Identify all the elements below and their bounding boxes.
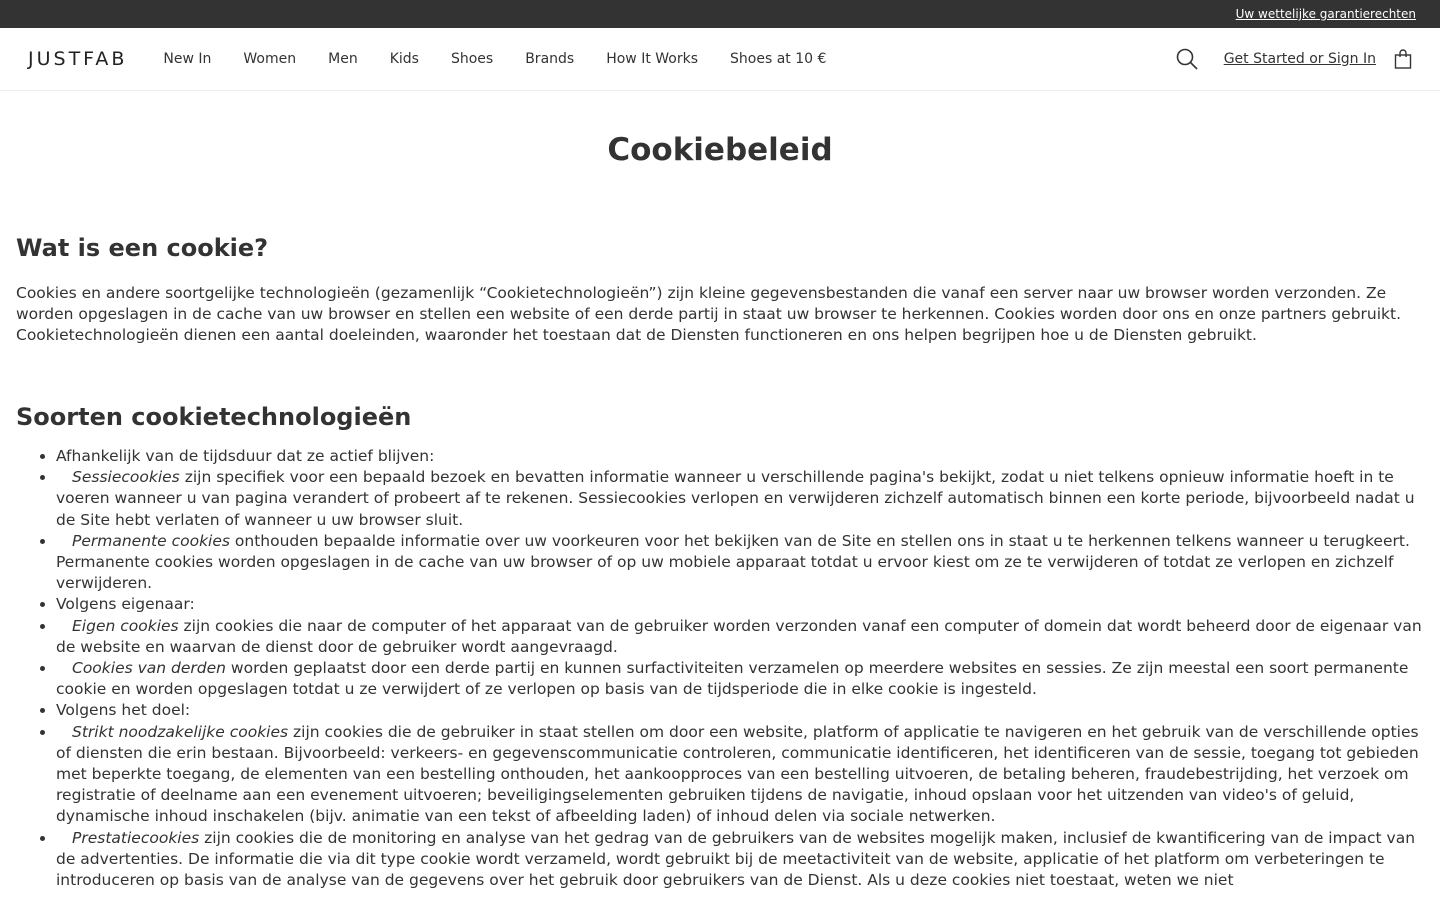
list-item-text: zijn cookies die de gebruiker in staat stellen om door een website, platform of applicatie te navigeren en het gebruik van de verschillende opties of diensten die erin bestaan. Bijvoorbeeld: verkeers- en gegevenscommunicatie controleren, communicatie identificeren, het identificeren van de sessie, toegang tot gebieden met beperkte toegang, de elementen van een bestelling onthouden, het aankoopproces van een bestelling uitvoeren, de betaling beheren, fraudebestrijding, het verzoek om registratie of deelname aan een evenement uitvoeren; beveiligingselementen gebruiken tijdens de navigatie, inhoud opslaan voor het uitzenden van video's of geluid, dynamische inhoud inschakelen (bijv. animatie van een tekst of afbeelding laden) of inhoud delen via sociale netwerken. xyxy=(56,722,1419,826)
list-item xyxy=(56,700,1424,721)
list-item xyxy=(56,722,1424,828)
list-item xyxy=(56,828,1424,892)
legal-warranty-link[interactable]: Uw wettelijke garantierechten xyxy=(1235,7,1416,21)
nav-shoes[interactable]: Shoes xyxy=(450,51,494,67)
list-item-text: worden geplaatst door een derde partij en kunnen surfactiviteiten verzamelen op meerdere websites en sessies. Ze zijn meestal een soort permanente cookie en worden opgeslagen totdat u ze verwijdert of ze verlopen op basis van de tijdsperiode die in elke cookie is ingesteld. xyxy=(56,659,1409,699)
list-item-term: Cookies van derden xyxy=(72,659,226,678)
list-item-text: zijn specifiek voor een bepaald bezoek en bevatten informatie wanneer u verschillende pagina's bekijkt, zodat u niet telkens opnieuw informatie hoeft in te voeren wanneer u van pagina verandert of probeert af te rekenen. Sessiecookies verlopen en verwijderen zichzelf automatisch binnen een korte periode, bijvoorbeeld nadat u de Site hebt verlaten of wanneer u uw browser sluit. xyxy=(56,468,1415,529)
section-body: Cookies en andere soortgelijke technologieën (gezamenlijk “Cookietechnologieën”) zijn kleine gegevensbestanden die vanaf een server naar uw browser worden verzonden. Ze worden opgeslagen in de cache van uw browser en stellen een website of een derde partij in staat uw browser te herkennen. Cookies worden door ons en onze partners gebruikt. Cookietechnologieën dienen een aantal doeleinden, waaronder het toestaan dat de Diensten functioneren en ons helpen begrijpen hoe u de Diensten gebruikt. xyxy=(16,284,1402,344)
nav-brands[interactable]: Brands xyxy=(525,51,575,67)
search-icon[interactable] xyxy=(1176,48,1198,70)
justfab-logo[interactable]: JUSTFAB xyxy=(28,48,128,70)
section-heading-what-is-cookie: Wat is een cookie? xyxy=(16,234,269,262)
list-item-text: Afhankelijk van de tijdsduur dat ze actief blijven: xyxy=(56,447,435,465)
list-item xyxy=(56,616,1424,658)
list-item xyxy=(56,658,1424,700)
nav-men[interactable]: Men xyxy=(328,51,358,67)
section-heading-cookie-types: Soorten cookietechnologieën xyxy=(16,403,412,431)
main-nav xyxy=(163,51,858,67)
header-actions xyxy=(1176,48,1412,70)
page-title: Cookiebeleid xyxy=(607,132,833,168)
list-item-text: Volgens het doel: xyxy=(56,701,191,720)
list-item xyxy=(56,594,1424,615)
list-item-term: Permanente cookies xyxy=(72,531,230,550)
top-bar xyxy=(0,0,1440,28)
list-item xyxy=(56,467,1424,531)
nav-kids[interactable]: Kids xyxy=(389,51,419,67)
list-item-text: zijn cookies die de monitoring en analyse van het gedrag van de gebruikers van de websites mogelijk maken, inclusief de kwantificering van de impact van de advertenties. De informatie die via dit type cookie wordt verzameld, wordt gebruikt bij de meetactiviteit van de website, applicatie of het platform om verbeteringen te introduceren op basis van de analyse van de gegevens over het gebruik door gebruikers van de Dienst. Als u deze cookies niet toestaat, weten we niet xyxy=(56,828,1416,890)
shopping-bag-icon[interactable] xyxy=(1394,49,1412,69)
list-item-term: Sessiecookies xyxy=(72,468,180,487)
list-item-text: zijn cookies die naar de computer of het apparaat van de gebruiker worden verzonden vanaf een computer of domein dat wordt beheerd door de eigenaar van de website en waarvan de dienst door de gebruiker wordt aangevraagd. xyxy=(56,616,1422,656)
nav-new-in[interactable]: New In xyxy=(163,51,212,67)
signin-link[interactable]: Get Started or Sign In xyxy=(1223,51,1376,67)
list-item-text: onthouden bepaalde informatie over uw voorkeuren voor het bekijken van de Site en stellen ons in staat u te herkennen telkens wanneer u terugkeert. Permanente cookies worden opgeslagen in de cache van uw browser of op uw mobiele apparaat totdat u ervoor kiest om ze te verwijderen of totdat ze verlopen en zichzelf verwijderen. xyxy=(56,531,1410,593)
nav-women[interactable]: Women xyxy=(243,51,297,67)
list-item-term: Prestatiecookies xyxy=(72,828,200,847)
list-item xyxy=(56,446,1424,467)
nav-how-it-works[interactable]: How It Works xyxy=(606,51,699,67)
list-item-term: Eigen cookies xyxy=(72,616,179,635)
nav-shoes-at-10[interactable]: Shoes at 10 € xyxy=(730,51,827,67)
list-item xyxy=(56,531,1424,595)
list-item-term: Strikt noodzakelijke cookies xyxy=(72,722,289,741)
cookie-types-list xyxy=(16,446,1424,891)
main-content xyxy=(0,131,1440,891)
list-item-text: Volgens eigenaar: xyxy=(56,595,195,614)
site-header xyxy=(0,28,1440,91)
